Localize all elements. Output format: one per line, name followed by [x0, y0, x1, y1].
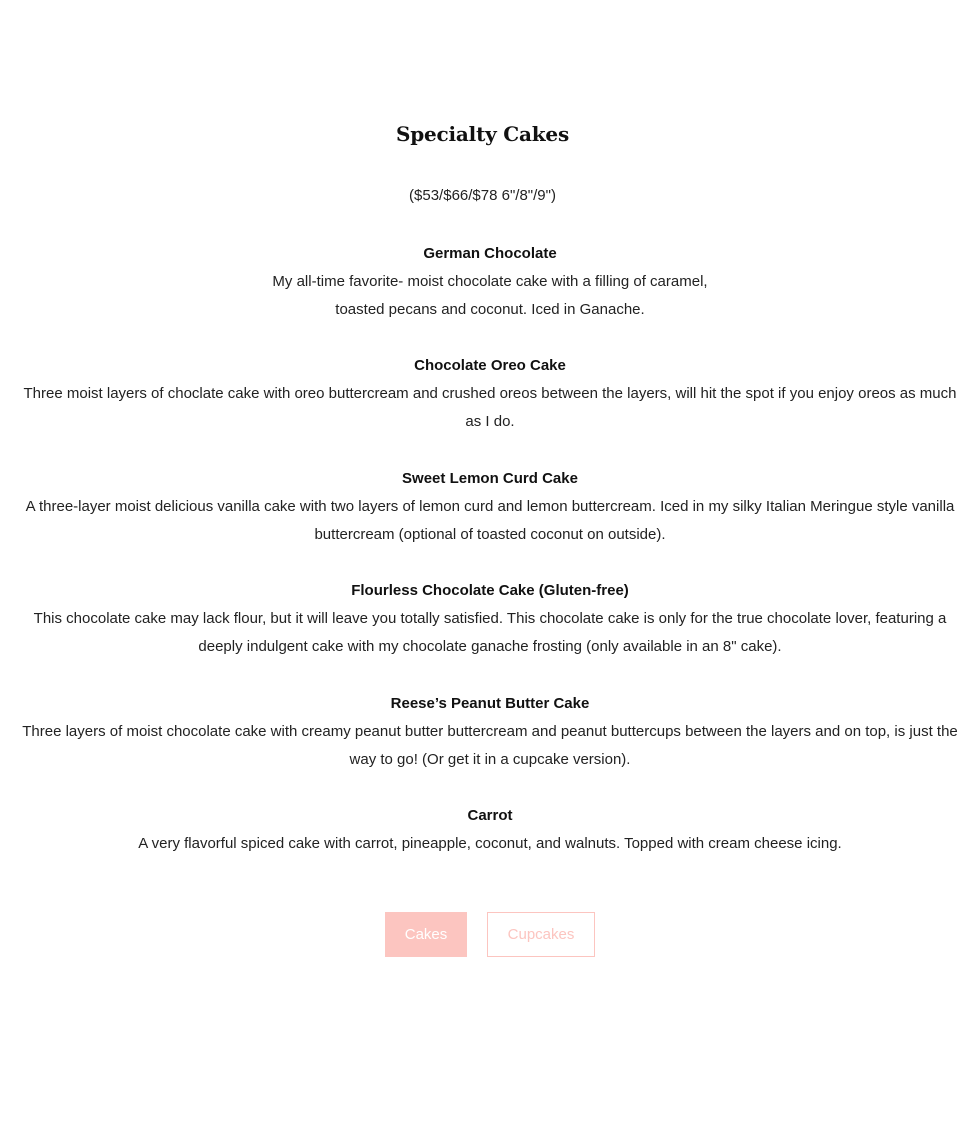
cakes-button[interactable]: Cakes	[385, 912, 467, 957]
cake-item-chocolate-oreo	[20, 352, 960, 436]
cake-name: Carrot	[467, 807, 513, 824]
page-title: Specialty Cakes	[395, 122, 570, 146]
cake-name: Sweet Lemon Curd Cake	[402, 470, 578, 487]
cake-item-german-chocolate	[20, 240, 960, 324]
cupcakes-button[interactable]: Cupcakes	[487, 912, 595, 957]
cake-description: My all-time favorite- moist chocolate cake with a filling of caramel, toasted pecans and coconut. Iced in Ganache.	[272, 273, 708, 318]
cake-item-reeses-peanut-butter	[20, 690, 960, 774]
cake-name: Chocolate Oreo Cake	[414, 357, 566, 374]
cake-item-sweet-lemon-curd	[20, 465, 960, 549]
cake-name: Flourless Chocolate Cake (Gluten-free)	[351, 582, 629, 599]
cake-item-carrot	[20, 802, 960, 858]
price-info: ($53/$66/$78 6"/8"/9")	[409, 187, 556, 204]
cake-description: A three-layer moist delicious vanilla cake with two layers of lemon curd and lemon buttercream. Iced in my silky Italian Meringue style vanilla buttercream (optional of toasted coconut on outside).	[25, 498, 955, 543]
cake-description: Three moist layers of choclate cake with oreo buttercream and crushed oreos between the layers, will hit the spot if you enjoy oreos as much as I do.	[23, 385, 957, 430]
menu-nav-buttons	[0, 912, 965, 957]
cake-name: Reese’s Peanut Butter Cake	[390, 695, 590, 712]
cake-description: This chocolate cake may lack flour, but it will leave you totally satisfied. This chocolate cake is only for the true chocolate lover, featuring a deeply indulgent cake with my chocolate ganache frosting (only available in an 8" cake).	[33, 610, 947, 655]
cake-item-flourless-chocolate	[20, 577, 960, 661]
cake-description: Three layers of moist chocolate cake with creamy peanut butter buttercream and peanut buttercups between the layers and on top, is just the way to go! (Or get it in a cupcake version).	[22, 723, 958, 768]
cake-description: A very flavorful spiced cake with carrot, pineapple, coconut, and walnuts. Topped with cream cheese icing.	[138, 835, 842, 852]
cake-name: German Chocolate	[423, 245, 557, 262]
